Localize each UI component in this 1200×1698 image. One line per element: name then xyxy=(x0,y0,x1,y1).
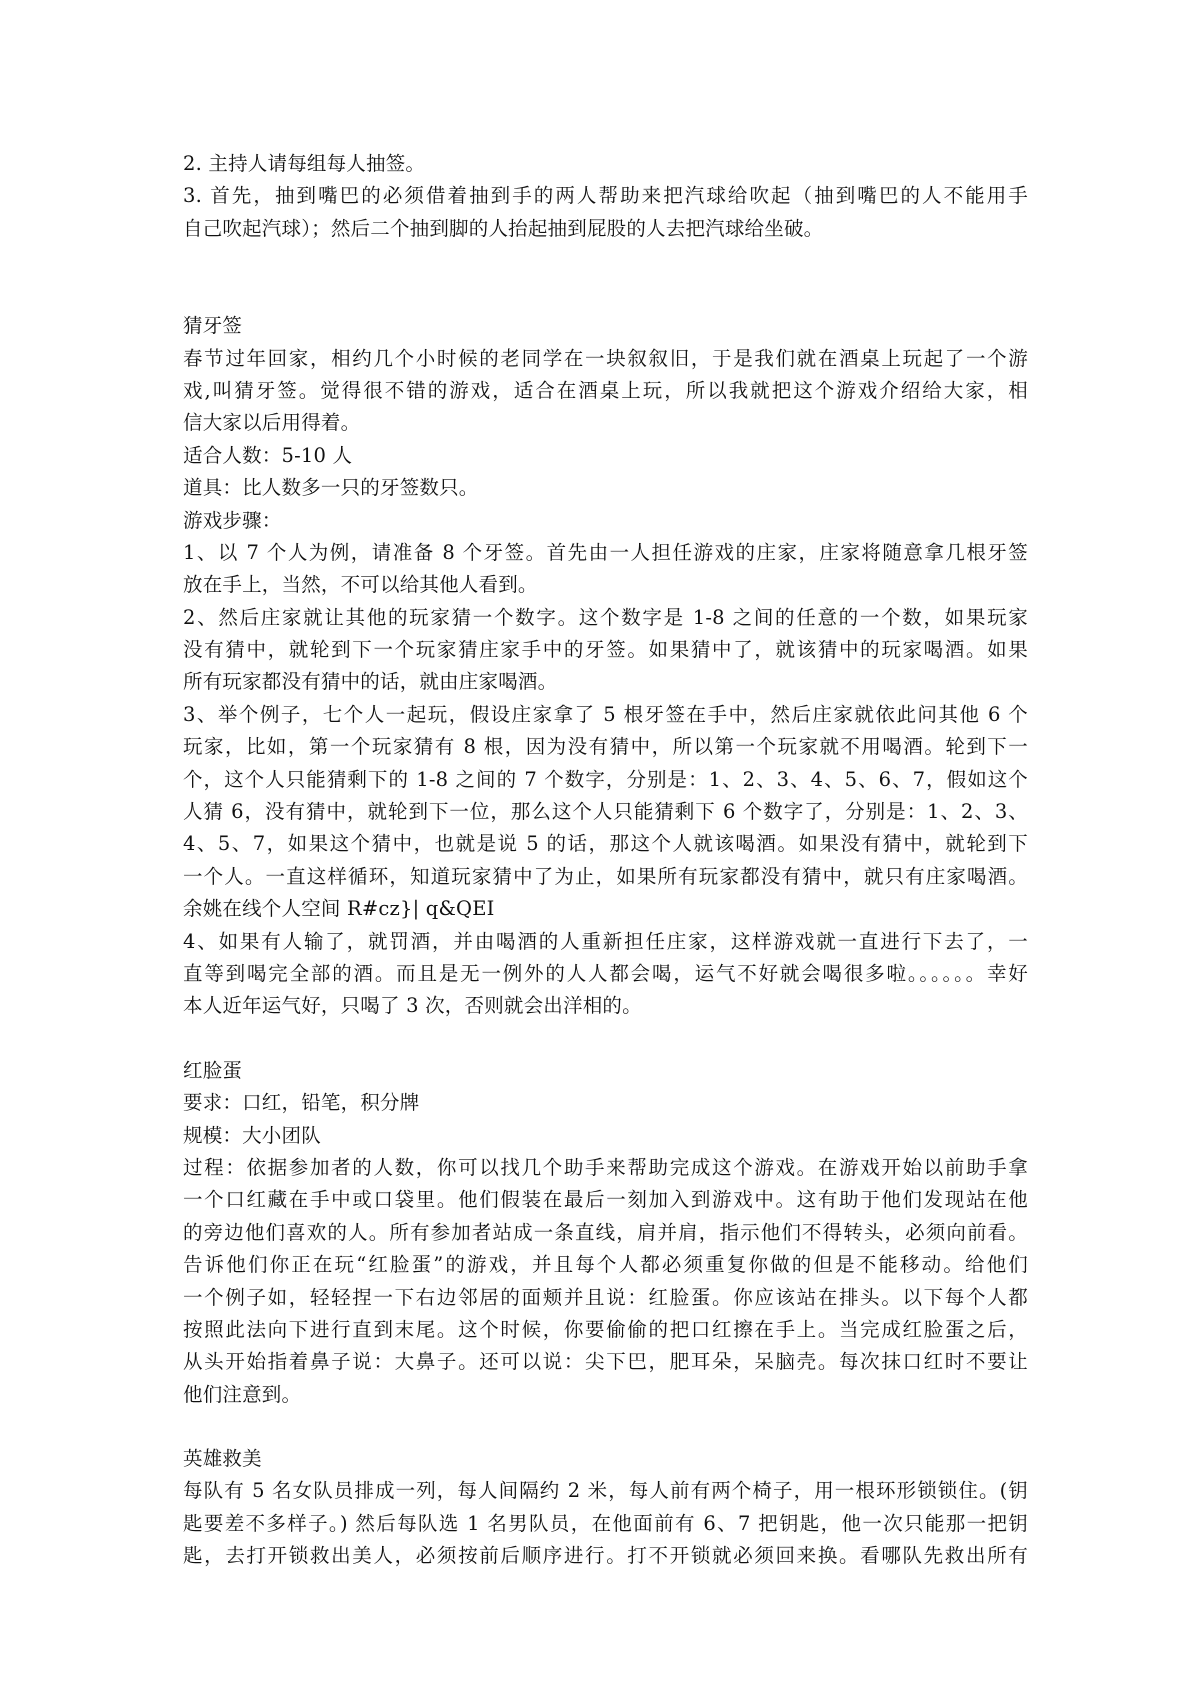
paragraph-line: 他们注意到。 xyxy=(183,1382,302,1406)
intro-step-3-line-2: 自己吹起汽球）；然后二个抽到脚的人抬起抽到屁股的人去把汽球给坐破。 xyxy=(183,216,824,240)
paragraph-line: 玩家，比如，第一个玩家猜有 8 根，因为没有猜中，所以第一个玩家就不用喝酒。轮到下一 xyxy=(183,735,1028,759)
paragraph-line: 告诉他们你正在玩“红脸蛋”的游戏，并且每个人都必须重复你做的但是不能移动。给他们 xyxy=(183,1253,1028,1277)
steps-heading: 游戏步骤： xyxy=(183,508,282,532)
paragraph-line: 匙，去打开锁救出美人，必须按前后顺序进行。打不开锁就必须回来换。看哪队先救出所有 xyxy=(183,1544,1028,1568)
paragraph-line: 没有猜中，就轮到下一个玩家猜庄家手中的牙签。如果猜中了，就该猜中的玩家喝酒。如果 xyxy=(183,638,1028,662)
paragraph-line: 放在手上，当然，不可以给其他人看到。 xyxy=(183,573,538,597)
section-title-toothpick: 猜牙签 xyxy=(183,314,243,338)
intro-step-2: 2. 主持人请每组每人抽签。 xyxy=(183,152,426,175)
paragraph-line: 一个人。一直这样循环，知道玩家猜中了为止，如果所有玩家都没有猜中，就只有庄家喝酒。 xyxy=(183,864,1028,888)
paragraph-line: 所有玩家都没有猜中的话，就由庄家喝酒。 xyxy=(183,670,558,694)
paragraph-line: 按照此法向下进行直到末尾。这个时候，你要偷偷的把口红擦在手上。当完成红脸蛋之后， xyxy=(183,1317,1028,1341)
document-page xyxy=(183,148,1028,1573)
paragraph-line: 一个例子如，轻轻捏一下右边邻居的面颊并且说：红脸蛋。你应该站在排头。以下每个人都 xyxy=(183,1285,1028,1309)
intro-step-3-line-1: 3. 首先，抽到嘴巴的必须借着抽到手的两人帮助来把汽球给吹起（抽到嘴巴的人不能用手 xyxy=(183,184,1028,208)
paragraph-line: 一个口红藏在手中或口袋里。他们假装在最后一刻加入到游戏中。这有助于他们发现站在他 xyxy=(183,1188,1028,1212)
paragraph-line: 匙要差不多样子。) 然后每队选 1 名男队员，在他面前有 6、7 把钥匙，他一次只能那一把钥 xyxy=(183,1511,1028,1535)
paragraph-line: 信大家以后用得着。 xyxy=(183,411,361,435)
paragraph-line: 余姚在线个人空间 R#cz}| q&QEI xyxy=(183,897,495,921)
section-spacer xyxy=(183,1023,1028,1055)
section-spacer xyxy=(183,245,1028,310)
paragraph-line: 本人近年运气好，只喝了 3 次，否则就会出洋相的。 xyxy=(183,994,642,1018)
props-text: 道具：比人数多一只的牙签数只。 xyxy=(183,476,479,500)
section-body-hero xyxy=(183,1475,1028,1572)
section-spacer xyxy=(183,1411,1028,1443)
paragraph-line: 每队有 5 名女队员排成一列，每人间隔约 2 米，每人前有两个椅子，用一根环形锁锁住。(钥 xyxy=(183,1479,1028,1503)
player-count: 适合人数：5-10 人 xyxy=(183,443,353,467)
paragraph-line: 戏,叫猜牙签。觉得很不错的游戏，适合在酒桌上玩，所以我就把这个游戏介绍给大家，相 xyxy=(183,378,1028,402)
requirements-text: 要求：口红，铅笔，积分牌 xyxy=(183,1091,420,1115)
paragraph-line: 从头开始指着鼻子说：大鼻子。还可以说：尖下巴，肥耳朵，呆脑壳。每次抹口红时不要让 xyxy=(183,1350,1028,1374)
section-body-toothpick xyxy=(183,343,1028,1023)
paragraph-line: 春节过年回家，相约几个小时候的老同学在一块叙叙旧，于是我们就在酒桌上玩起了一个游 xyxy=(183,346,1028,370)
section-title-redface: 红脸蛋 xyxy=(183,1058,243,1082)
paragraph-line: 人猜 6，没有猜中，就轮到下一位，那么这个人只能猜剩下 6 个数字了，分别是：1、2、3、 xyxy=(183,800,1028,824)
scale-text: 规模：大小团队 xyxy=(183,1123,321,1147)
paragraph-line: 的旁边他们喜欢的人。所有参加者站成一条直线，肩并肩，指示他们不得转头，必须向前看。 xyxy=(183,1220,1028,1244)
paragraph-line: 过程：依据参加者的人数，你可以找几个助手来帮助完成这个游戏。在游戏开始以前助手拿 xyxy=(183,1155,1028,1179)
paragraph-line: 4、如果有人输了，就罚酒，并由喝酒的人重新担任庄家，这样游戏就一直进行下去了，一 xyxy=(183,929,1028,953)
paragraph-line: 2、然后庄家就让其他的玩家猜一个数字。这个数字是 1-8 之间的任意的一个数，如果玩家 xyxy=(183,605,1028,629)
paragraph-line: 直等到喝完全部的酒。而且是无一例外的人人都会喝，运气不好就会喝很多啦。。。。。。幸好 xyxy=(183,961,1028,985)
paragraph-line: 3、举个例子，七个人一起玩，假设庄家拿了 5 根牙签在手中，然后庄家就依此问其他 6 个 xyxy=(183,702,1028,726)
paragraph-line: 个，这个人只能猜剩下的 1-8 之间的 7 个数字，分别是：1、2、3、4、5、6、7，假如这个 xyxy=(183,767,1028,791)
section-body-redface xyxy=(183,1087,1028,1411)
section-title-hero: 英雄救美 xyxy=(183,1447,262,1471)
paragraph-line: 4、5、7，如果这个猜中，也就是说 5 的话，那这个人就该喝酒。如果没有猜中，就轮到下 xyxy=(183,832,1028,856)
paragraph-line: 1、以 7 个人为例，请准备 8 个牙签。首先由一人担任游戏的庄家，庄家将随意拿几根牙签 xyxy=(183,540,1028,564)
